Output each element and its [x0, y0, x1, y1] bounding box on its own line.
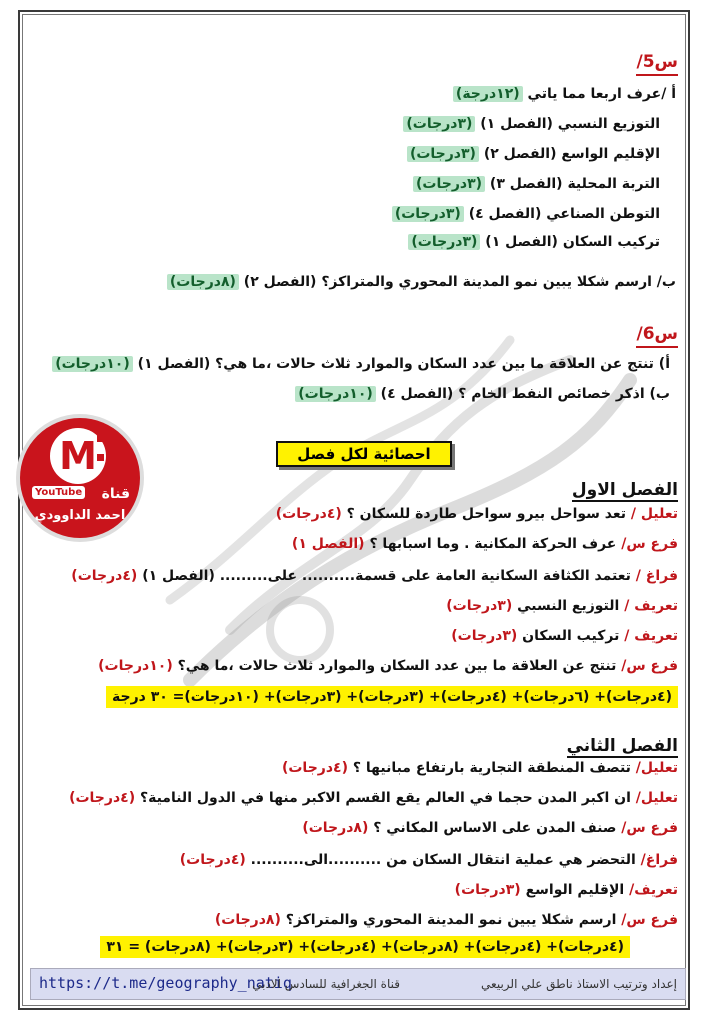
- m-logo-icon: M: [50, 428, 106, 484]
- chapter2-item: [282, 758, 678, 778]
- item-marks: (٣درجات): [446, 598, 513, 614]
- item-label: تعريف /: [624, 598, 678, 614]
- q6-heading-underline: [636, 346, 678, 348]
- item-text: عرف الحركة المكانية . وما اسبابها ؟: [369, 536, 617, 552]
- q6-b-chapter: (الفصل ٤): [380, 386, 454, 402]
- q5-heading-underline: [636, 74, 678, 76]
- q5-term-marks: (٣درجات): [392, 206, 464, 222]
- item-label: فرع س/: [621, 658, 678, 674]
- q5-term-chapter: (الفصل ١): [485, 234, 558, 250]
- footer-channel: قناة الجغرافية للسادس الادبي: [252, 977, 400, 991]
- item-text: صنف المدن على الاساس المكاني ؟: [373, 820, 617, 836]
- item-label: تعريف/: [629, 882, 678, 898]
- q5-term: التوزيع النسبي: [557, 116, 660, 132]
- item-label: فراغ /: [635, 568, 678, 584]
- chapter1-item: [276, 504, 678, 524]
- q5-term-marks: (٣درجات): [408, 234, 480, 250]
- q5-term: الإقليم الواسع: [561, 146, 660, 162]
- q6-heading: س6/: [636, 324, 678, 344]
- youtube-badge: YouTube: [32, 486, 85, 499]
- chapter2-item: [180, 850, 678, 870]
- item-marks: (٤درجات): [275, 506, 342, 522]
- item-marks: (١٠درجات): [98, 658, 173, 674]
- chapter1-sum: (٤درجات)+ (٦درجات)+ (٤درجات)+ (٣درجات)+ (٣درجات)+ (١٠درجات)= ٣٠ درجة: [106, 686, 678, 708]
- q5-b: [167, 272, 676, 292]
- item-label: تعليل/: [635, 760, 678, 776]
- q6-b-marks: (١٠درجات): [295, 386, 376, 402]
- item-marks: (٨درجات): [302, 820, 369, 836]
- logo-dots-icon: [96, 428, 114, 466]
- item-text: تتصف المنطقة التجارية بارتفاع مبانيها ؟: [352, 760, 631, 776]
- q6-a: [52, 354, 670, 374]
- q5-term-row: [403, 114, 660, 134]
- item-text: الإقليم الواسع: [525, 882, 625, 898]
- chapter2-item: [302, 818, 678, 838]
- q5-term-row: [413, 174, 660, 194]
- item-marks: (٤درجات): [281, 760, 348, 776]
- q5-term-chapter: (الفصل ٢): [483, 146, 557, 162]
- chapter1-item: [292, 534, 678, 554]
- item-text: تعد سواحل بيرو سواحل طاردة للسكان ؟: [346, 506, 627, 522]
- item-marks: (٨درجات): [214, 912, 281, 928]
- q6-a-text: أ) تنتج عن العلاقة ما بين عدد السكان والموارد ثلاث حالات ،ما هي؟: [215, 356, 670, 372]
- q5-term-row: [408, 232, 660, 252]
- q5-term: التوطن الصناعي: [546, 206, 660, 222]
- item-marks: (٣درجات): [451, 628, 518, 644]
- q5-term-row: [392, 204, 660, 224]
- chapter1-item: [71, 566, 678, 586]
- chapter1-item: [98, 656, 678, 676]
- chapter2-sum: (٤درجات)+ (٤درجات)+ (٨درجات)+ (٤درجات)+ (٣درجات)+ (٨درجات) = ٣١: [100, 936, 630, 958]
- stats-title: احصائية لكل فصل: [276, 441, 452, 467]
- chapter1-item: [451, 626, 678, 646]
- q5-term: تركيب السكان: [562, 234, 660, 250]
- item-marks: (الفصل ١): [291, 536, 365, 552]
- q5-heading: س5/: [636, 52, 678, 72]
- item-label: تعليل/: [635, 790, 678, 806]
- telegram-link[interactable]: https://t.me/geography_natiq: [39, 974, 292, 992]
- q6-a-marks: (١٠درجات): [52, 356, 133, 372]
- logo-line2: احمد الداوودي: [34, 508, 126, 523]
- channel-logo: [20, 418, 140, 538]
- footer-bar: [30, 968, 686, 1000]
- item-text: تنتج عن العلاقة ما بين عدد السكان والموارد ثلاث حالات ،ما هي؟: [177, 658, 617, 674]
- item-label: فرع س/: [621, 536, 678, 552]
- item-label: تعريف /: [624, 628, 678, 644]
- q5-term-marks: (٣درجات): [413, 176, 485, 192]
- q5-a-intro: [453, 84, 676, 104]
- q5-term-chapter: (الفصل ٣): [489, 176, 563, 192]
- item-label: فرع س/: [621, 912, 678, 928]
- q5-a-marks: (١٢درجة): [453, 86, 523, 102]
- chapter2-title: الفصل الثاني: [566, 736, 678, 756]
- chapter2-item: [455, 880, 678, 900]
- item-text: التوزيع النسبي: [517, 598, 620, 614]
- q5-term-chapter: (الفصل ١): [480, 116, 553, 132]
- item-marks: (٤درجات): [69, 790, 136, 806]
- item-marks: (٤درجات): [179, 852, 246, 868]
- q6-b-text: ب) اذكر خصائص النفط الخام ؟: [458, 386, 670, 402]
- q5-b-text: ب/ ارسم شكلا يبين نمو المدينة المحوري والمتراكز؟: [321, 274, 676, 290]
- q5-b-marks: (٨درجات): [167, 274, 239, 290]
- item-label: تعليل /: [630, 506, 678, 522]
- item-text: تركيب السكان: [522, 628, 620, 644]
- footer-author: إعداد وترتيب الاستاذ ناطق علي الربيعي: [481, 977, 677, 991]
- q5-b-chapter: (الفصل ٢): [243, 274, 317, 290]
- q5-term: التربة المحلية: [567, 176, 660, 192]
- item-label: فراغ/: [640, 852, 678, 868]
- q5-term-marks: (٣درجات): [403, 116, 475, 132]
- q6-b: [295, 384, 670, 404]
- logo-line1: قناة: [101, 486, 130, 502]
- q5-term-row: [407, 144, 660, 164]
- q5-a-intro-text: أ /عرف اربعا مما ياتي: [527, 86, 676, 102]
- q5-term-marks: (٣درجات): [407, 146, 479, 162]
- chapter2-item: [215, 910, 678, 930]
- q5-term-chapter: (الفصل ٤): [468, 206, 542, 222]
- item-label: فرع س/: [621, 820, 678, 836]
- item-marks: (٤درجات): [71, 568, 138, 584]
- q6-a-chapter: (الفصل ١): [137, 356, 211, 372]
- chapter2-item: [69, 788, 678, 808]
- item-text: ارسم شكلا يبين نمو المدينة المحوري والمتراكز؟: [285, 912, 617, 928]
- item-text: التحضر هي عملية انتقال السكان من ..........الى..........: [250, 852, 636, 868]
- item-marks: (٣درجات): [454, 882, 521, 898]
- chapter1-title: الفصل الاول: [571, 480, 678, 500]
- chapter1-item: [446, 596, 678, 616]
- item-text: ان اكبر المدن حجما في العالم يقع القسم الاكبر منها في الدول النامية؟: [139, 790, 631, 806]
- item-text: تعتمد الكثافة السكانية العامة على قسمة.......... على......... (الفصل ١): [142, 568, 631, 584]
